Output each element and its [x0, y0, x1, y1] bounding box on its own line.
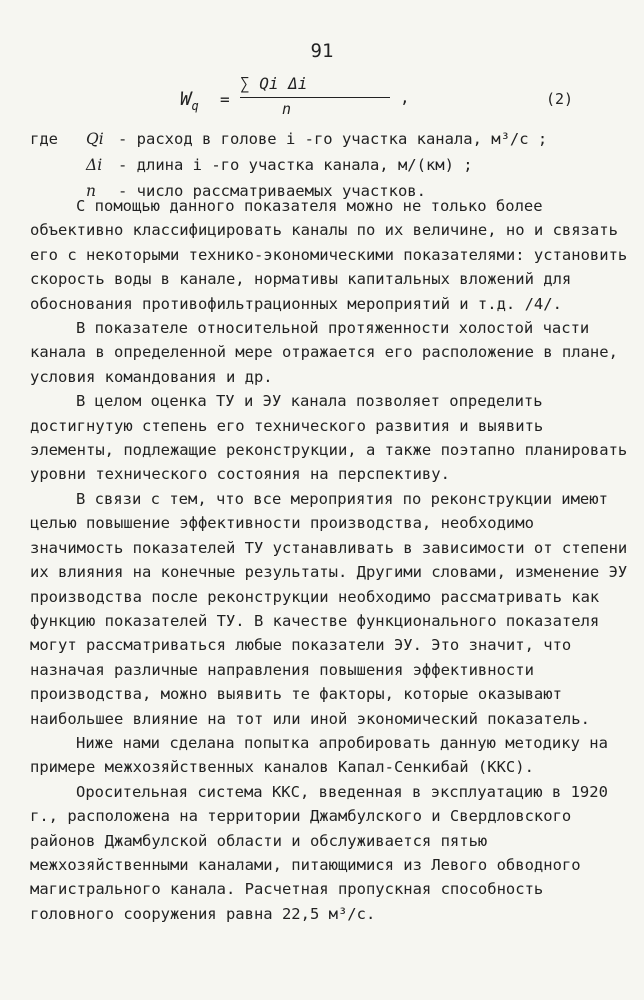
paragraph: Оросительная система ККС, введенная в эксплуатацию в 1920 г., расположена на территории Джамбулского и Свердловского районов Джамбулской области и обслуживается пятью межхозяйственными каналами, питающимися из Левого обводного магистрального канала. Расчетная пропускная способность головного сооружения равна 22,5 м³/с. [30, 782, 608, 923]
definition-text: - длина i -го участка канала, м/(км) ; [118, 156, 473, 174]
definition-symbol: Δi [86, 156, 103, 174]
definition-text: - расход в голове i -го участка канала, м³/с ; [118, 130, 548, 148]
paragraph: Ниже нами сделана попытка апробировать данную методику на примере межхозяйственных каналов Капал-Сенкибай (ККС). [30, 733, 608, 777]
definition-symbol: Qi [86, 130, 104, 148]
definition-symbol: n [86, 182, 96, 200]
paragraph: В связи с тем, что все мероприятия по реконструкции имеют целью повышение эффективности производства, необходимо значимость показателей ТУ устанавливать в зависимости от степени их влияния на конечные результаты. Другими словами, изменение ЭУ производства после реконструкции необходимо рассматривать как функцию показателей ТУ. В качестве функционального показателя могут рассматриваться любые показатели ЭУ. Это значит, что назначая различные направления повышения эффективности производства, можно выявить те факторы, которые оказывают наибольшее влияние на тот или иной экономический показатель. [30, 489, 628, 728]
fraction-bar [240, 97, 390, 98]
paragraph: В целом оценка ТУ и ЭУ канала позволяет определить достигнутую степень его технического развития и выявить элементы, подлежащие реконструкции, а также поэтапно планировать уровни технического состояния на перспективу. [30, 392, 628, 484]
formula-2 [180, 72, 620, 124]
body-text [30, 194, 630, 926]
definition-text: - число рассматриваемых участков. [118, 182, 426, 200]
page-number: 91 [310, 40, 334, 62]
formula-denominator: n [282, 100, 292, 118]
definition-row [30, 126, 630, 152]
formula-comma: , [400, 88, 410, 107]
paragraph: С помощью данного показателя можно не только более объективно классифицировать каналы по их величине, но и связать его с некоторыми технико-экономическими показателями: установить скорость воды в канале, нормативы капитальных вложений для обоснования противофильтрационных мероприятий и т.д. /4/. [30, 197, 628, 313]
definition-lead: где [30, 130, 58, 148]
formula-numerator: ∑ Qi Δi [240, 74, 308, 93]
definition-row [30, 152, 630, 178]
paragraph: В показателе относительной протяженности холостой части канала в определенной мере отражается его расположение в плане, условия командования и др. [30, 319, 618, 386]
formula-label: (2) [546, 90, 574, 108]
formula-equals: = [220, 90, 230, 109]
formula-lhs: $W_q$ [180, 88, 199, 113]
symbol-definitions [30, 126, 630, 204]
